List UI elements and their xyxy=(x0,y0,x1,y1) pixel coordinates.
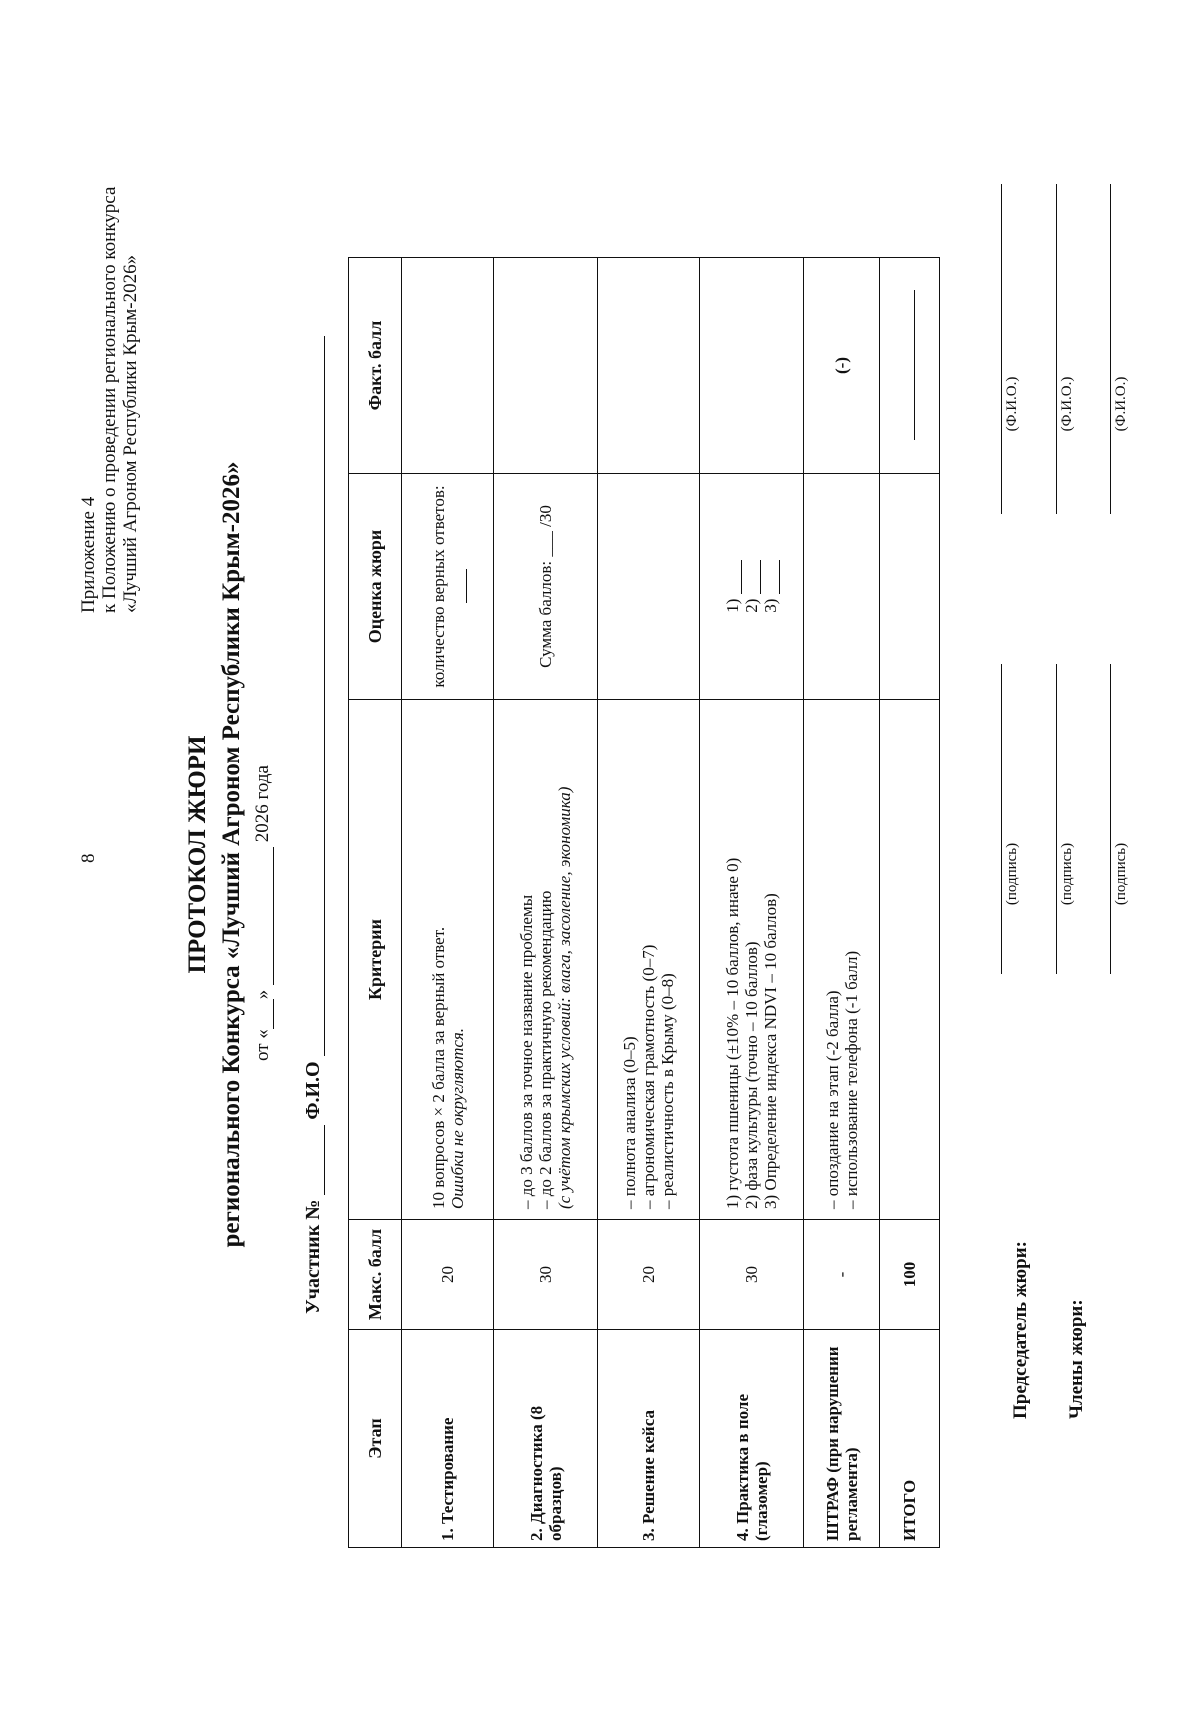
criteria-cell xyxy=(598,700,700,1220)
fact-score-cell[interactable] xyxy=(494,258,598,474)
jury-blank[interactable] xyxy=(744,560,761,594)
jury-item xyxy=(723,484,742,689)
chair-signature-caption: (подпись) xyxy=(1004,842,1020,906)
date-year: 2026 года xyxy=(252,765,273,843)
date-line xyxy=(252,765,274,1061)
member2-signature-line[interactable] xyxy=(1110,664,1111,974)
jury-score-cell[interactable] xyxy=(402,474,494,700)
criteria-cell xyxy=(804,700,880,1220)
stage-cell: 1. Тестирование xyxy=(402,1330,494,1548)
chair-signature-line[interactable] xyxy=(1001,664,1002,974)
jury-blank[interactable] xyxy=(725,560,742,594)
fact-score-cell[interactable] xyxy=(598,258,700,474)
criteria-cell xyxy=(494,700,598,1220)
criteria-line: – использование телефона (-1 балл) xyxy=(841,950,861,1209)
criteria-line: – агрономическая грамотность (0–7) xyxy=(639,944,658,1209)
jury-item-number: 1) xyxy=(723,598,742,613)
criteria-line: – реалистичность в Крыму (0–8) xyxy=(658,973,677,1209)
criteria-line: 2) фаза культуры (точно – 10 баллов) xyxy=(742,941,761,1209)
header-criteria: Критерии xyxy=(349,700,402,1220)
criteria-cell xyxy=(880,700,940,1220)
jury-item-number: 2) xyxy=(742,598,761,613)
date-prefix: от « xyxy=(252,1029,273,1061)
date-mid: » xyxy=(252,989,273,1000)
criteria-line: – полнота анализа (0–5) xyxy=(620,1036,639,1209)
chair-label: Председатель жюри: xyxy=(1010,1241,1031,1419)
criteria-note: Ошибки не округляются. xyxy=(447,1027,467,1209)
fact-score-cell[interactable]: (-) xyxy=(804,258,880,474)
jury-text: количество верных ответов: xyxy=(428,485,448,688)
criteria-line: 3) Определение индекса NDVI – 10 баллов) xyxy=(761,893,780,1209)
criteria-cell xyxy=(402,700,494,1220)
member1-signature-caption: (подпись) xyxy=(1059,842,1075,906)
document-title: ПРОТОКОЛ ЖЮРИ xyxy=(184,735,211,974)
appendix-line-2: к Положению о проведении регионального конкурса xyxy=(99,186,120,613)
max-score-cell: 20 xyxy=(402,1220,494,1330)
document-subtitle: регионального Конкурса «Лучший Агроном Республики Крым-2026» xyxy=(218,461,245,1248)
appendix-line-3: «Лучший Агроном Республики Крым-2026» xyxy=(120,254,141,613)
member2-signature-caption: (подпись) xyxy=(1113,842,1129,906)
member2-fio-line[interactable] xyxy=(1110,184,1111,514)
table-row xyxy=(700,258,804,1548)
criteria-line: – до 2 баллов за практичную рекомендацию xyxy=(536,890,555,1209)
max-score-cell: 100 xyxy=(880,1220,940,1330)
criteria-cell xyxy=(700,700,804,1220)
criteria-note: (с учётом крымских условий: влага, засоление, экономика) xyxy=(555,786,574,1209)
jury-item xyxy=(742,484,761,689)
header-max: Макс. балл xyxy=(349,1220,402,1330)
jury-blank[interactable] xyxy=(450,570,467,604)
max-score-cell: 30 xyxy=(494,1220,598,1330)
member1-fio-line[interactable] xyxy=(1056,184,1057,514)
criteria-line: – опоздание на этап (-2 балла) xyxy=(822,990,842,1209)
jury-score-cell[interactable]: Сумма баллов: ___ /30 xyxy=(494,474,598,700)
header-jury: Оценка жюри xyxy=(349,474,402,700)
fact-score-cell[interactable] xyxy=(700,258,804,474)
max-score-cell: 20 xyxy=(598,1220,700,1330)
criteria-line: 1) густота пшеницы (±10% – 10 баллов, иначе 0) xyxy=(723,857,742,1209)
jury-score-cell[interactable] xyxy=(804,474,880,700)
table-row xyxy=(402,258,494,1548)
table-header-row xyxy=(349,258,402,1548)
chair-fio-line[interactable] xyxy=(1001,184,1002,514)
total-blank[interactable] xyxy=(904,291,915,441)
appendix-line-1: Приложение 4 xyxy=(78,496,99,613)
jury-score-cell[interactable] xyxy=(598,474,700,700)
table-row xyxy=(880,258,940,1548)
members-label: Члены жюри: xyxy=(1066,1299,1087,1419)
page-number: 8 xyxy=(78,853,99,863)
jury-score-cell xyxy=(880,474,940,700)
stage-cell: 3. Решение кейса xyxy=(598,1330,700,1548)
table-row xyxy=(598,258,700,1548)
participant-number-blank[interactable] xyxy=(306,1125,325,1195)
chair-fio-caption: (Ф.И.О.) xyxy=(1004,376,1020,432)
table-row xyxy=(804,258,880,1548)
criteria-line: 10 вопросов × 2 балла за верный ответ. xyxy=(428,926,448,1209)
member1-fio-caption: (Ф.И.О.) xyxy=(1059,376,1075,432)
member2-fio-caption: (Ф.И.О.) xyxy=(1113,376,1129,432)
fact-score-cell[interactable] xyxy=(880,258,940,474)
criteria-line: – до 3 баллов за точное название проблемы xyxy=(517,894,536,1209)
jury-score-cell[interactable] xyxy=(700,474,804,700)
jury-protocol-table xyxy=(348,257,940,1548)
date-day-blank[interactable] xyxy=(255,999,274,1029)
header-fact: Факт. балл xyxy=(349,258,402,474)
date-month-blank[interactable] xyxy=(255,847,274,985)
max-score-cell: - xyxy=(804,1220,880,1330)
jury-blank[interactable] xyxy=(763,560,780,594)
stage-cell: 4. Практика в поле (глазомер) xyxy=(700,1330,804,1548)
participant-line xyxy=(302,336,325,1314)
appendix-note xyxy=(78,187,141,613)
header-stage: Этап xyxy=(349,1330,402,1548)
jury-item-number: 3) xyxy=(761,598,780,613)
stage-cell: 2. Диагностика (8 образцов) xyxy=(494,1330,598,1548)
max-score-cell: 30 xyxy=(700,1220,804,1330)
participant-number-label: Участник № xyxy=(302,1199,324,1314)
participant-fio-blank[interactable] xyxy=(306,336,325,1056)
stage-cell: ИТОГО xyxy=(880,1330,940,1548)
table-row xyxy=(494,258,598,1548)
fact-score-cell[interactable] xyxy=(402,258,494,474)
participant-fio-label: Ф.И.О xyxy=(302,1061,324,1120)
stage-cell: ШТРАФ (при нарушении регламента) xyxy=(804,1330,880,1548)
jury-item xyxy=(761,484,780,689)
member1-signature-line[interactable] xyxy=(1056,664,1057,974)
